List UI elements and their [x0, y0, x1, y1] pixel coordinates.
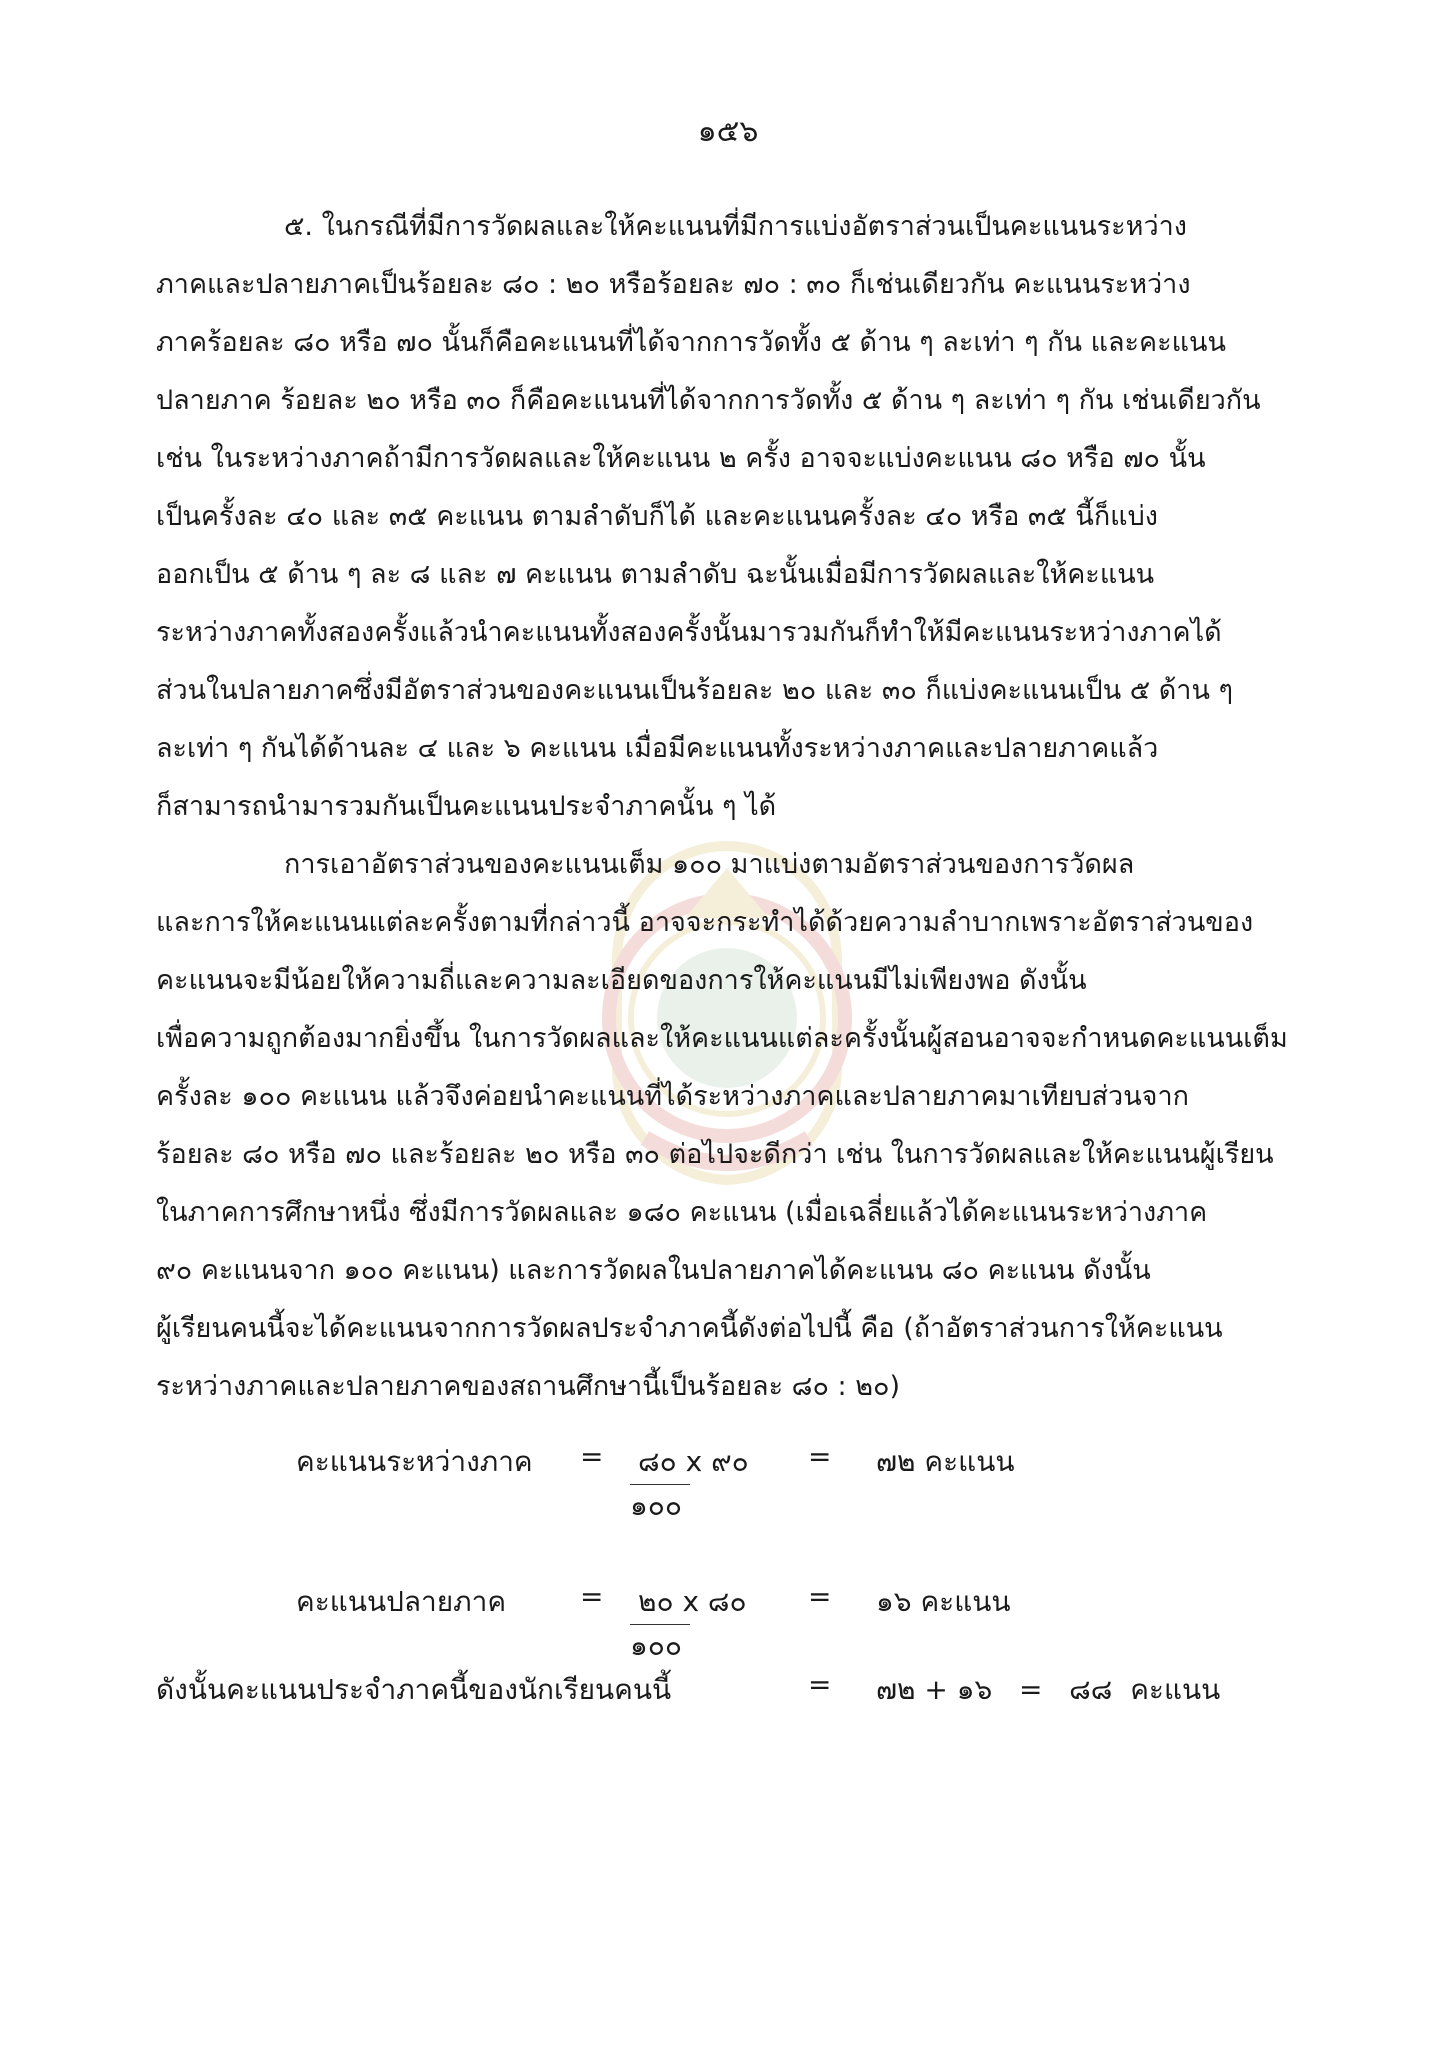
paragraph-line: ระหว่างภาคและปลายภาคของสถานศึกษานี้เป็นร้อยละ ๘๐ : ๒๐): [156, 1371, 901, 1402]
paragraph-line: เพื่อความถูกต้องมากยิ่งขึ้น ในการวัดผลและให้คะแนนแต่ละครั้งนั้นผู้สอนอาจจะกำหนดคะแนนเต็ม: [156, 1023, 1288, 1054]
paragraph-line: ระหว่างภาคทั้งสองครั้งแล้วนำคะแนนทั้งสองครั้งนั้นมารวมกันก็ทำให้มีคะแนนระหว่างภาคได้: [156, 617, 1222, 648]
formula-result: ๗๒ คะแนน: [876, 1445, 1015, 1478]
paragraph-line: ๕. ในกรณีที่มีการวัดผลและให้คะแนนที่มีการแบ่งอัตราส่วนเป็นคะแนนระหว่าง: [284, 211, 1187, 242]
paragraph-line: ภาคและปลายภาคเป็นร้อยละ ๘๐ : ๒๐ หรือร้อยละ ๗๐ : ๓๐ ก็เช่นเดียวกัน คะแนนระหว่าง: [156, 269, 1191, 300]
total-label: ดังนั้นคะแนนประจำภาคนี้ของนักเรียนคนนี้: [156, 1673, 672, 1706]
paragraph-line: ก็สามารถนำมารวมกันเป็นคะแนนประจำภาคนั้น ๆ ได้: [156, 791, 777, 822]
fraction-numerator: ๒๐ x ๘๐: [638, 1585, 747, 1618]
paragraph-line: ครั้งละ ๑๐๐ คะแนน แล้วจึงค่อยนำคะแนนที่ได้ระหว่างภาคและปลายภาคมาเทียบส่วนจาก: [156, 1081, 1189, 1112]
paragraph-line: ละเท่า ๆ กันได้ด้านละ ๔ และ ๖ คะแนน เมื่อมีคะแนนทั้งระหว่างภาคและปลายภาคแล้ว: [156, 733, 1159, 764]
paragraph-line: เป็นครั้งละ ๔๐ และ ๓๕ คะแนน ตามลำดับก็ได้ และคะแนนครั้งละ ๔๐ หรือ ๓๕ นี้ก็แบ่ง: [156, 501, 1158, 532]
paragraph-line: ผู้เรียนคนนี้จะได้คะแนนจากการวัดผลประจำภาคนี้ดังต่อไปนี้ คือ (ถ้าอัตราส่วนการให้คะแนน: [156, 1313, 1223, 1344]
fraction-denominator: ๑๐๐: [630, 1489, 682, 1522]
page-number: ๑๕๖: [697, 114, 759, 149]
equals-sign: =: [580, 1440, 604, 1473]
paragraph-line: ร้อยละ ๘๐ หรือ ๗๐ และร้อยละ ๒๐ หรือ ๓๐ ต่อไปจะดีกว่า เช่น ในการวัดผลและให้คะแนนผู้เรียน: [156, 1139, 1274, 1170]
paragraph-line: เช่น ในระหว่างภาคถ้ามีการวัดผลและให้คะแนน ๒ ครั้ง อาจจะแบ่งคะแนน ๘๐ หรือ ๗๐ นั้น: [156, 443, 1206, 474]
fraction-denominator: ๑๐๐: [630, 1629, 682, 1662]
paragraph-line: ๙๐ คะแนนจาก ๑๐๐ คะแนน) และการวัดผลในปลายภาคได้คะแนน ๘๐ คะแนน ดังนั้น: [156, 1255, 1151, 1286]
equals-sign: =: [580, 1580, 604, 1613]
paragraph-line: และการให้คะแนนแต่ละครั้งตามที่กล่าวนี้ อาจจะกระทำได้ด้วยความลำบากเพราะอัตราส่วนของ: [156, 907, 1254, 938]
equals-sign: =: [808, 1440, 832, 1473]
body-text: [156, 198, 1316, 1416]
paragraph-line: คะแนนจะมีน้อยให้ความถี่และความละเอียดของการให้คะแนนมีไม่เพียงพอ ดังนั้น: [156, 965, 1087, 996]
equals-sign: =: [808, 1580, 832, 1613]
paragraph-line: ภาคร้อยละ ๘๐ หรือ ๗๐ นั้นก็คือคะแนนที่ได้จากการวัดทั้ง ๕ ด้าน ๆ ละเท่า ๆ กัน และคะแนน: [156, 327, 1226, 358]
paragraph-line: ในภาคการศึกษาหนึ่ง ซึ่งมีการวัดผลและ ๑๘๐ คะแนน (เมื่อเฉลี่ยแล้วได้คะแนนระหว่างภาค: [156, 1197, 1208, 1228]
formula-result: ๑๖ คะแนน: [876, 1585, 1011, 1618]
paragraph-line: ปลายภาค ร้อยละ ๒๐ หรือ ๓๐ ก็คือคะแนนที่ได้จากการวัดทั้ง ๕ ด้าน ๆ ละเท่า ๆ กัน เช่นเดียวกัน: [156, 385, 1261, 416]
paragraph-line: ส่วนในปลายภาคซึ่งมีอัตราส่วนของคะแนนเป็นร้อยละ ๒๐ และ ๓๐ ก็แบ่งคะแนนเป็น ๕ ด้าน ๆ: [156, 675, 1233, 706]
paragraph-line: การเอาอัตราส่วนของคะแนนเต็ม ๑๐๐ มาแบ่งตามอัตราส่วนของการวัดผล: [284, 849, 1135, 880]
formula-label: คะแนนปลายภาค: [296, 1585, 507, 1618]
paragraph-line: ออกเป็น ๕ ด้าน ๆ ละ ๘ และ ๗ คะแนน ตามลำดับ ฉะนั้นเมื่อมีการวัดผลและให้คะแนน: [156, 559, 1155, 590]
formula-label: คะแนนระหว่างภาค: [296, 1445, 533, 1478]
total-result: ๗๒ + ๑๖ = ๘๘ คะแนน: [876, 1673, 1221, 1706]
equals-sign: =: [808, 1668, 832, 1701]
fraction-numerator: ๘๐ x ๙๐: [638, 1445, 749, 1478]
